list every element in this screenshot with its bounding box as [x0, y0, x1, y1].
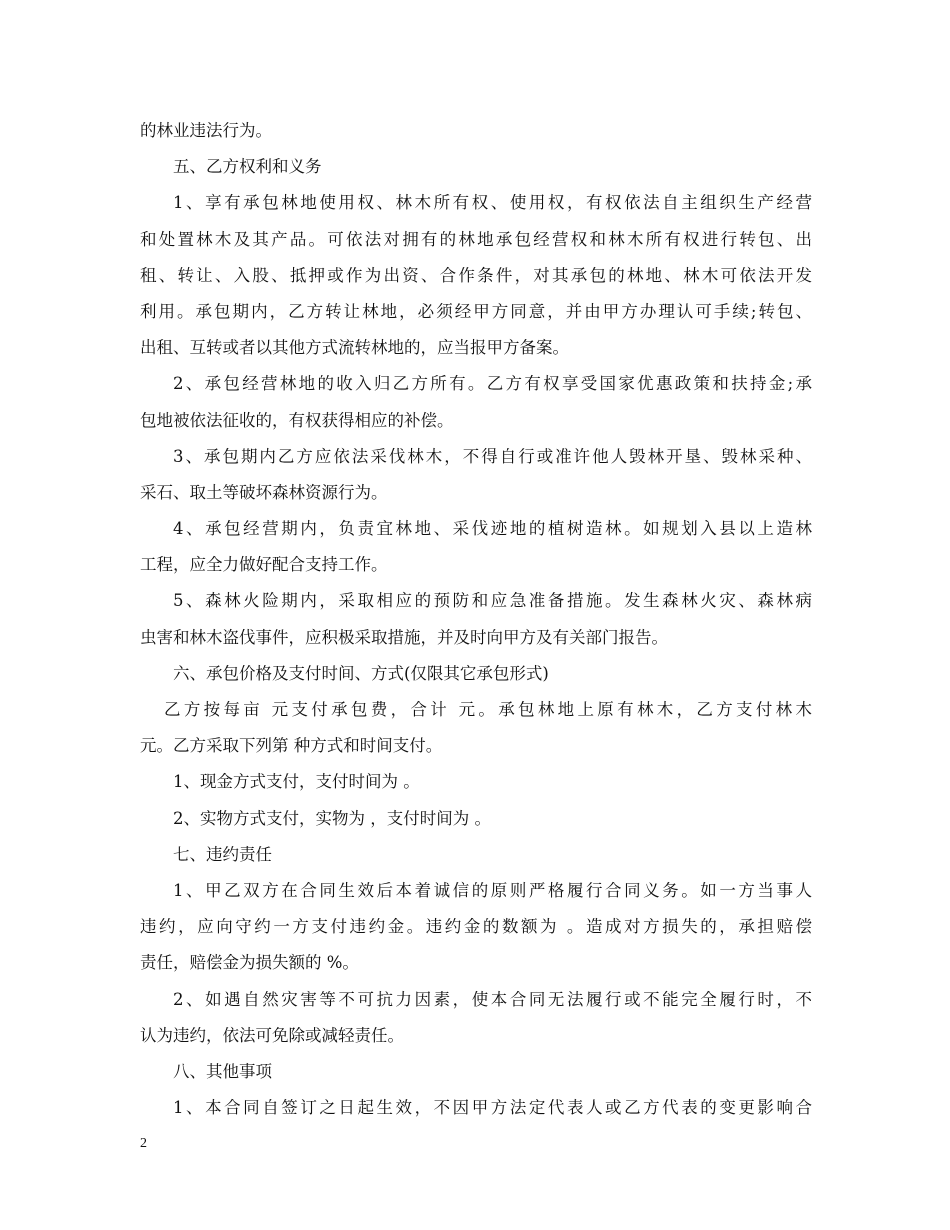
text-line: 八、其他事项: [173, 1061, 272, 1081]
text-line: 工程，应全力做好配合支持工作。: [140, 555, 388, 575]
text-line: 和处置林木及其产品。可依法对拥有的林地承包经营权和林木所有权进行转包、出: [140, 229, 812, 249]
text-line: 1、甲乙双方在合同生效后本着诚信的原则严格履行合同义务。如一方当事人: [173, 880, 812, 900]
text-line: 1、享有承包林地使用权、林木所有权、使用权，有权依法自主组织生产经营: [173, 193, 812, 213]
text-line: 3、承包期内乙方应依法采伐林木，不得自行或准许他人毁林开垦、毁林采种、: [173, 446, 812, 466]
text-line: 出租、互转或者以其他方式流转林地的，应当报甲方备案。: [140, 338, 569, 358]
text-line: 虫害和林木盗伐事件，应积极采取措施，并及时向甲方及有关部门报告。: [140, 627, 668, 647]
text-line: 利用。承包期内，乙方转让林地，必须经甲方同意，并由甲方办理认可手续;转包、: [140, 301, 812, 321]
page-number: 2: [140, 1136, 147, 1151]
text-line: 2、承包经营林地的收入归乙方所有。乙方有权享受国家优惠政策和扶持金;承: [173, 374, 812, 394]
text-line: 乙方按每亩 元支付承包费，合计 元。承包林地上原有林木，乙方支付林木: [164, 700, 812, 719]
text-line: 5、森林火险期内，采取相应的预防和应急准备措施。发生森林火灾、森林病: [173, 591, 812, 611]
text-line: 1、现金方式支付，支付时间为 。: [173, 772, 420, 792]
text-line: 采石、取土等破坏森林资源行为。: [140, 482, 388, 502]
text-line: 七、违约责任: [173, 844, 272, 864]
text-line: 元。乙方采取下列第 种方式和时间支付。: [140, 736, 443, 756]
text-line: 2、实物方式支付，实物为 ，支付时间为 。: [173, 808, 491, 828]
text-line: 2、如遇自然灾害等不可抗力因素，使本合同无法履行或不能完全履行时，不: [173, 989, 812, 1009]
text-line: 1、本合同自签订之日起生效，不因甲方法定代表人或乙方代表的变更影响合: [173, 1098, 812, 1118]
text-line: 五、乙方权利和义务: [173, 157, 322, 177]
text-line: 六、承包价格及支付时间、方式(仅限其它承包形式): [173, 663, 549, 683]
text-line: 违约，应向守约一方支付违约金。违约金的数额为 。造成对方损失的，承担赔偿: [140, 917, 812, 937]
text-line: 认为违约，依法可免除或减轻责任。: [140, 1025, 404, 1045]
text-line: 4、承包经营期内，负责宜林地、采伐迹地的植树造林。如规划入县以上造林: [173, 519, 812, 539]
text-line: 责任，赔偿金为损失额的 %。: [140, 953, 359, 973]
contract-body-text: [140, 113, 812, 1126]
text-line: 包地被依法征收的，有权获得相应的补偿。: [140, 410, 454, 430]
text-line: 的林业违法行为。: [140, 121, 272, 140]
text-line: 租、转让、入股、抵押或作为出资、合作条件，对其承包的林地、林木可依法开发: [140, 265, 812, 285]
